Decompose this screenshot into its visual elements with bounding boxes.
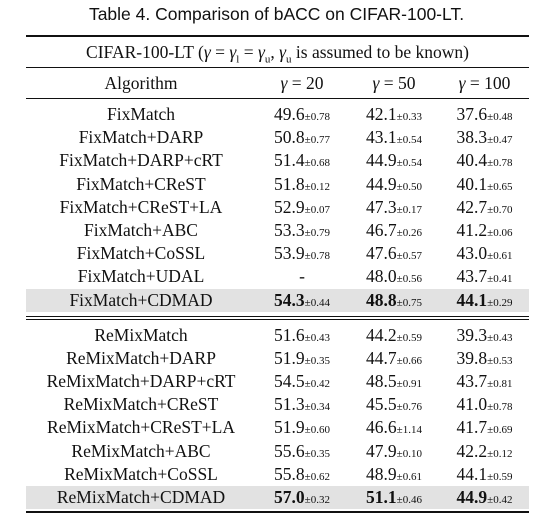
std-value: ±0.78 [487,401,513,414]
mean-value: 38.3 [456,127,488,148]
value-cell [348,289,440,312]
header-gamma-50: γ = 50 [372,73,416,93]
table-row [26,463,529,486]
algorithm-cell: FixMatch+ABC [84,219,198,240]
value-cell [348,393,440,416]
mean-value: 48.0 [366,266,397,287]
value-cell [348,463,440,486]
value-cell [348,440,440,463]
table-row [26,196,529,219]
mean-value: 43.7 [456,266,488,287]
algorithm-cell: FixMatch+DARP [78,127,204,148]
mean-value: 47.6 [366,243,397,264]
mean-value: 44.1 [456,289,488,310]
value-cell [440,219,529,242]
value-cell [348,347,440,370]
std-value: ±0.79 [304,226,330,239]
value-cell [256,416,348,439]
mean-value: 48.9 [366,463,397,484]
algorithm-cell: FixMatch+UDAL [77,266,205,287]
mean-value: 46.6 [366,417,397,438]
value-cell [256,196,348,219]
std-value: ±0.54 [396,134,422,147]
value-cell [256,149,348,172]
mean-value: 57.0 [274,487,305,507]
table-row [26,416,529,439]
value-cell [256,393,348,416]
std-value: ±0.75 [396,296,422,309]
mean-value: 47.9 [366,440,397,461]
mean-value: 41.2 [456,219,488,240]
std-value: ±0.70 [487,203,513,216]
value-cell [256,173,348,196]
value-cell [348,265,440,288]
algorithm-cell: ReMixMatch+CDMAD [56,487,226,507]
mean-value: 53.9 [274,243,305,264]
table-row [26,324,529,347]
remixmatch-group [26,324,529,510]
value-cell [440,486,529,509]
header-row [26,68,529,98]
std-value: ±0.07 [304,203,330,216]
value-cell [256,440,348,463]
value-cell [256,370,348,393]
std-value: ±0.78 [487,157,513,170]
value-cell [440,173,529,196]
mean-value: 51.1 [366,487,397,507]
std-value: ±0.44 [304,296,330,309]
table-caption: Table 4. Comparison of bACC on CIFAR-100-LT. [88,4,465,24]
std-value: ±0.53 [487,354,513,367]
table-row [26,370,529,393]
std-value: ±0.69 [487,424,513,437]
std-value: ±0.56 [396,273,422,286]
mean-value: 48.5 [366,371,397,392]
algorithm-cell: ReMixMatch+DARP [66,347,216,368]
table-row-highlighted [26,486,529,509]
algorithm-cell: ReMixMatch [94,324,188,345]
value-cell [256,265,348,288]
value-cell [256,486,348,509]
value-cell [440,265,529,288]
algorithm-cell: FixMatch [106,104,176,124]
table-row [26,149,529,172]
value-cell [440,370,529,393]
mean-value: 48.8 [366,289,397,310]
std-value: ±0.78 [304,111,330,123]
std-value: ±0.60 [304,424,330,437]
mean-value: 45.5 [366,394,397,415]
algorithm-cell: FixMatch+CDMAD [69,289,213,310]
algorithm-cell: ReMixMatch+CReST+LA [47,417,235,438]
mean-value: 43.1 [366,127,397,148]
value-cell [440,103,529,126]
mean-value: 54.3 [274,289,305,310]
value-cell [440,416,529,439]
value-cell [440,347,529,370]
std-value: ±0.41 [487,273,513,286]
std-value: ±0.78 [304,250,330,263]
mean-value: 50.8 [274,127,305,148]
mean-value: 51.9 [274,417,305,438]
std-value: ±0.35 [304,354,330,367]
mean-value: 41.7 [456,417,488,438]
results-table [26,35,529,513]
value-cell [348,324,440,347]
value-cell [440,289,529,312]
mean-value: 44.9 [366,150,397,171]
table-row [26,265,529,288]
table-row [26,126,529,149]
mean-value: 44.1 [456,463,488,484]
header-algorithm: Algorithm [104,73,178,93]
table-row [26,347,529,370]
value-cell [348,173,440,196]
std-value: ±0.62 [304,470,330,483]
mean-value: 44.9 [366,173,397,194]
mean-value: 42.1 [366,104,397,124]
std-value: ±0.12 [487,447,513,460]
std-value: ±0.46 [396,494,422,506]
mean-value: 54.5 [274,371,305,392]
mean-value: 44.2 [366,324,397,345]
mean-value: 51.8 [274,173,305,194]
mean-value: 39.3 [456,324,488,345]
table-row-highlighted [26,289,529,312]
value-cell [348,219,440,242]
value-cell [256,463,348,486]
std-value: ±0.81 [487,378,513,391]
header-gamma-100: γ = 100 [458,73,511,93]
value-cell [440,393,529,416]
table-row [26,219,529,242]
value-cell [440,242,529,265]
std-value: ±0.68 [304,157,330,170]
value-cell [256,324,348,347]
mean-value: 51.3 [274,394,305,415]
std-value: ±0.48 [487,111,513,123]
mean-value: - [299,266,305,287]
algorithm-cell: ReMixMatch+CoSSL [64,463,218,484]
value-cell [440,324,529,347]
std-value: ±0.61 [396,470,422,483]
algorithm-cell: ReMixMatch+CReST [63,394,219,415]
std-value: ±0.76 [396,401,422,414]
value-cell [348,149,440,172]
std-value: ±0.26 [396,226,422,239]
std-value: ±0.91 [396,378,422,391]
mean-value: 40.4 [456,150,488,171]
std-value: ±0.50 [396,180,422,193]
mean-value: 47.3 [366,196,397,217]
mean-value: 55.8 [274,463,305,484]
mean-value: 40.1 [456,173,488,194]
std-value: ±0.35 [304,447,330,460]
std-value: ±0.54 [396,157,422,170]
std-value: ±0.43 [487,331,513,344]
value-cell [256,126,348,149]
value-cell [256,219,348,242]
value-cell [348,416,440,439]
value-cell [348,242,440,265]
std-value: ±0.61 [487,250,513,263]
mean-value: 43.7 [456,371,488,392]
std-value: ±0.65 [487,180,513,193]
value-cell [256,289,348,312]
std-value: ±0.43 [304,331,330,344]
mean-value: 53.3 [274,219,305,240]
value-cell [348,196,440,219]
algorithm-cell: FixMatch+DARP+cRT [59,150,223,171]
value-cell [256,103,348,126]
fixmatch-group [26,103,529,312]
std-value: ±0.06 [487,226,513,239]
std-value: ±0.77 [304,134,330,147]
table-title: CIFAR-100-LT ($\gamma = \gamma_l = \gamma_u$, $\gamma_u$ is assumed to be known) [86,42,469,66]
group-separator [26,316,529,317]
std-value: ±0.12 [304,180,330,193]
value-cell [348,486,440,509]
algorithm-cell: FixMatch+CoSSL [76,243,206,264]
value-cell [348,103,440,126]
mean-value: 51.4 [274,150,305,171]
algorithm-cell: ReMixMatch+ABC [71,440,211,461]
table-row [26,440,529,463]
table-row [26,103,529,126]
std-value: ±0.66 [396,354,422,367]
std-value: ±0.33 [396,111,422,123]
mean-value: 44.9 [456,487,488,507]
mean-value: 46.7 [366,219,397,240]
mean-value: 51.6 [274,324,305,345]
std-value: ±0.42 [304,378,330,391]
std-value: ±0.57 [396,250,422,263]
std-value: ±0.47 [487,134,513,147]
mean-value: 55.6 [274,440,305,461]
value-cell [256,242,348,265]
std-value: ±0.59 [396,331,422,344]
table-row [26,242,529,265]
value-cell [440,126,529,149]
mean-value: 37.6 [456,104,488,124]
mean-value: 43.0 [456,243,488,264]
std-value: ±0.59 [487,470,513,483]
table-row [26,393,529,416]
std-value: ±0.10 [396,447,422,460]
value-cell [256,347,348,370]
mean-value: 49.6 [274,104,305,124]
std-value: ±0.42 [487,494,513,506]
value-cell [440,196,529,219]
std-value: ±0.17 [396,203,422,216]
mean-value: 42.7 [456,196,488,217]
mean-value: 42.2 [456,440,488,461]
value-cell [440,440,529,463]
std-value: ±0.32 [304,494,330,506]
algorithm-cell: FixMatch+CReST [76,173,206,194]
std-value: ±0.29 [487,296,513,309]
value-cell [348,126,440,149]
mean-value: 44.7 [366,347,397,368]
algorithm-cell: FixMatch+CReST+LA [59,196,223,217]
table-row [26,173,529,196]
value-cell [440,149,529,172]
mean-value: 41.0 [456,394,488,415]
value-cell [348,370,440,393]
header-gamma-20: γ = 20 [280,73,324,93]
mean-value: 51.9 [274,347,305,368]
bottom-rule [26,511,529,513]
std-value: ±1.14 [396,424,422,437]
value-cell [440,463,529,486]
std-value: ±0.34 [304,401,330,414]
mean-value: 52.9 [274,196,305,217]
mean-value: 39.8 [456,347,488,368]
algorithm-cell: ReMixMatch+DARP+cRT [46,371,236,392]
